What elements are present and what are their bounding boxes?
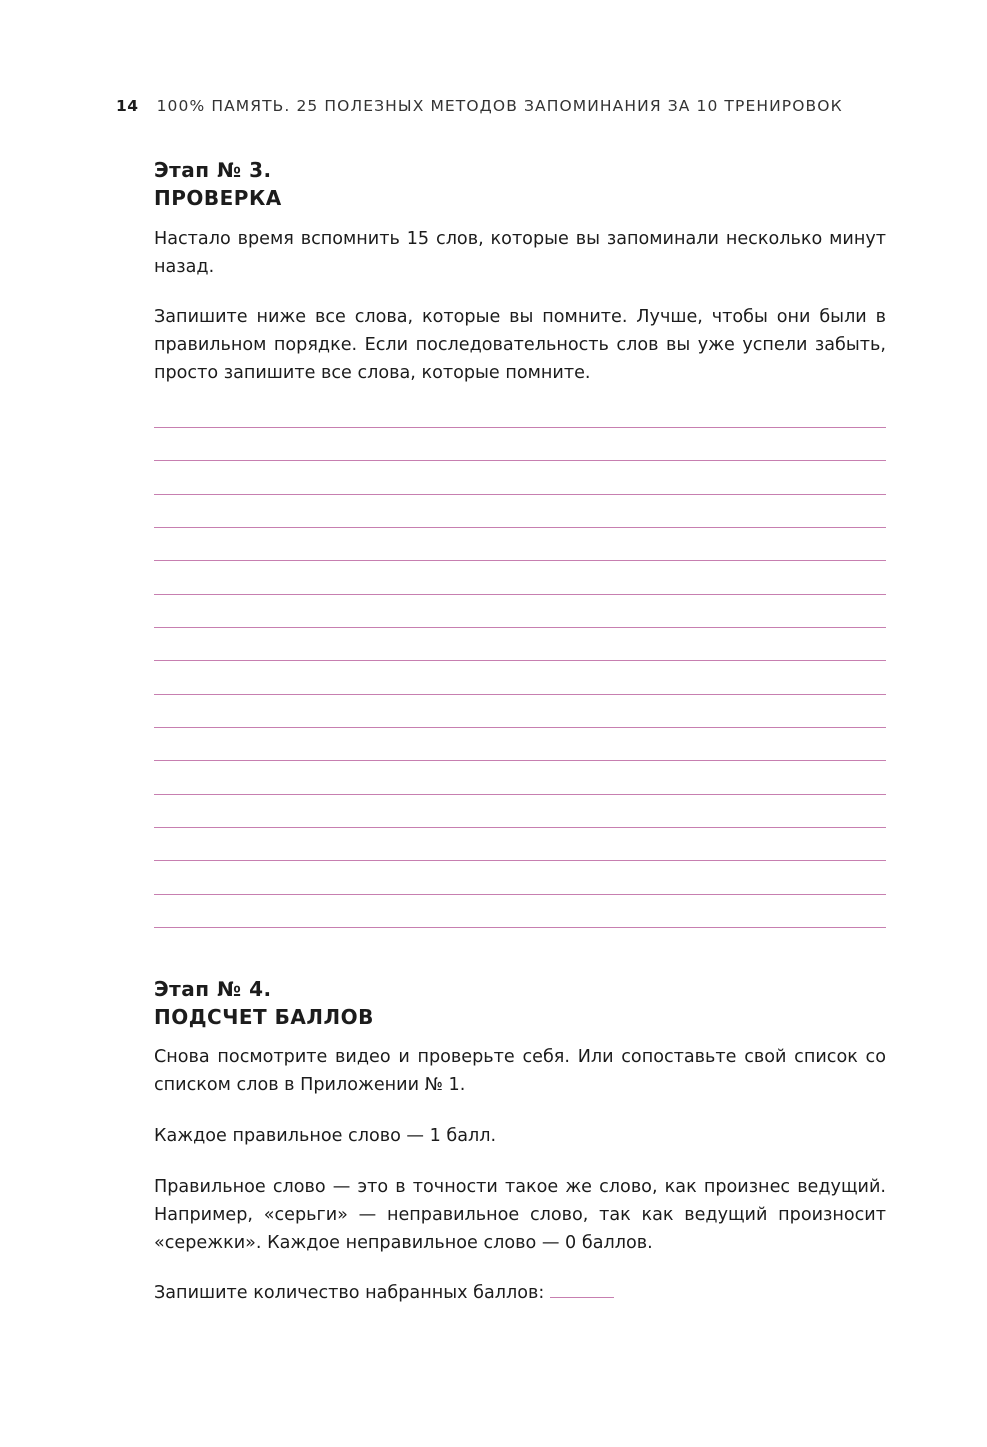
writing-line[interactable] [154, 627, 886, 660]
stage-3-instructions [154, 303, 886, 387]
stage-4-title: ПОДСЧЕТ БАЛЛОВ [154, 1005, 374, 1029]
running-head [116, 97, 843, 115]
stage-4-number: Этап № 4. [154, 977, 272, 1001]
answer-writing-lines [154, 427, 886, 929]
stage-4-intro [154, 1043, 886, 1099]
stage-4-heading [154, 975, 886, 1031]
stage-4-explanation [154, 1173, 886, 1257]
writing-line[interactable] [154, 760, 886, 793]
stage-3-intro [154, 225, 886, 281]
writing-line[interactable] [154, 560, 886, 593]
stage-3-title: ПРОВЕРКА [154, 186, 282, 210]
stage-3-number: Этап № 3. [154, 158, 272, 182]
writing-line[interactable] [154, 460, 886, 493]
writing-line[interactable] [154, 494, 886, 527]
writing-line[interactable] [154, 727, 886, 760]
stage-4-paragraph-3: Правильное слово — это в точности такое же слово, как произнес ведущий. Например, «серьги» — неправильное слово, так как ведущий произносит «сережки». Каждое неправильное слово — 0 баллов. [154, 1177, 886, 1253]
writing-line[interactable] [154, 927, 886, 929]
stage-4-paragraph-2: Каждое правильное слово — 1 балл. [154, 1126, 497, 1146]
writing-line[interactable] [154, 794, 886, 827]
writing-line[interactable] [154, 694, 886, 727]
writing-line[interactable] [154, 594, 886, 627]
stage-3-paragraph-1: Настало время вспомнить 15 слов, которые вы запоминали несколько минут назад. [154, 229, 886, 277]
writing-line[interactable] [154, 427, 886, 460]
stage-3-paragraph-2: Запишите ниже все слова, которые вы помните. Лучше, чтобы они были в правильном порядке. Если последовательность слов вы уже успели забыть, просто запишите все слова, которые помните. [154, 307, 886, 383]
book-title: 100% ПАМЯТЬ. 25 ПОЛЕЗНЫХ МЕТОДОВ ЗАПОМИНАНИЯ ЗА 10 ТРЕНИРОВОК [156, 97, 843, 115]
score-entry [154, 1279, 886, 1307]
writing-line[interactable] [154, 527, 886, 560]
stage-3-heading [154, 156, 886, 212]
writing-line[interactable] [154, 860, 886, 893]
score-input-line[interactable] [550, 1283, 614, 1298]
stage-4-rule [154, 1122, 886, 1150]
page-number: 14 [116, 97, 139, 115]
writing-line[interactable] [154, 660, 886, 693]
score-prompt: Запишите количество набранных баллов: [154, 1283, 545, 1303]
writing-line[interactable] [154, 894, 886, 927]
writing-line[interactable] [154, 827, 886, 860]
stage-4-paragraph-1: Снова посмотрите видео и проверьте себя. Или сопоставьте свой список со списком слов в Приложении № 1. [154, 1047, 886, 1095]
